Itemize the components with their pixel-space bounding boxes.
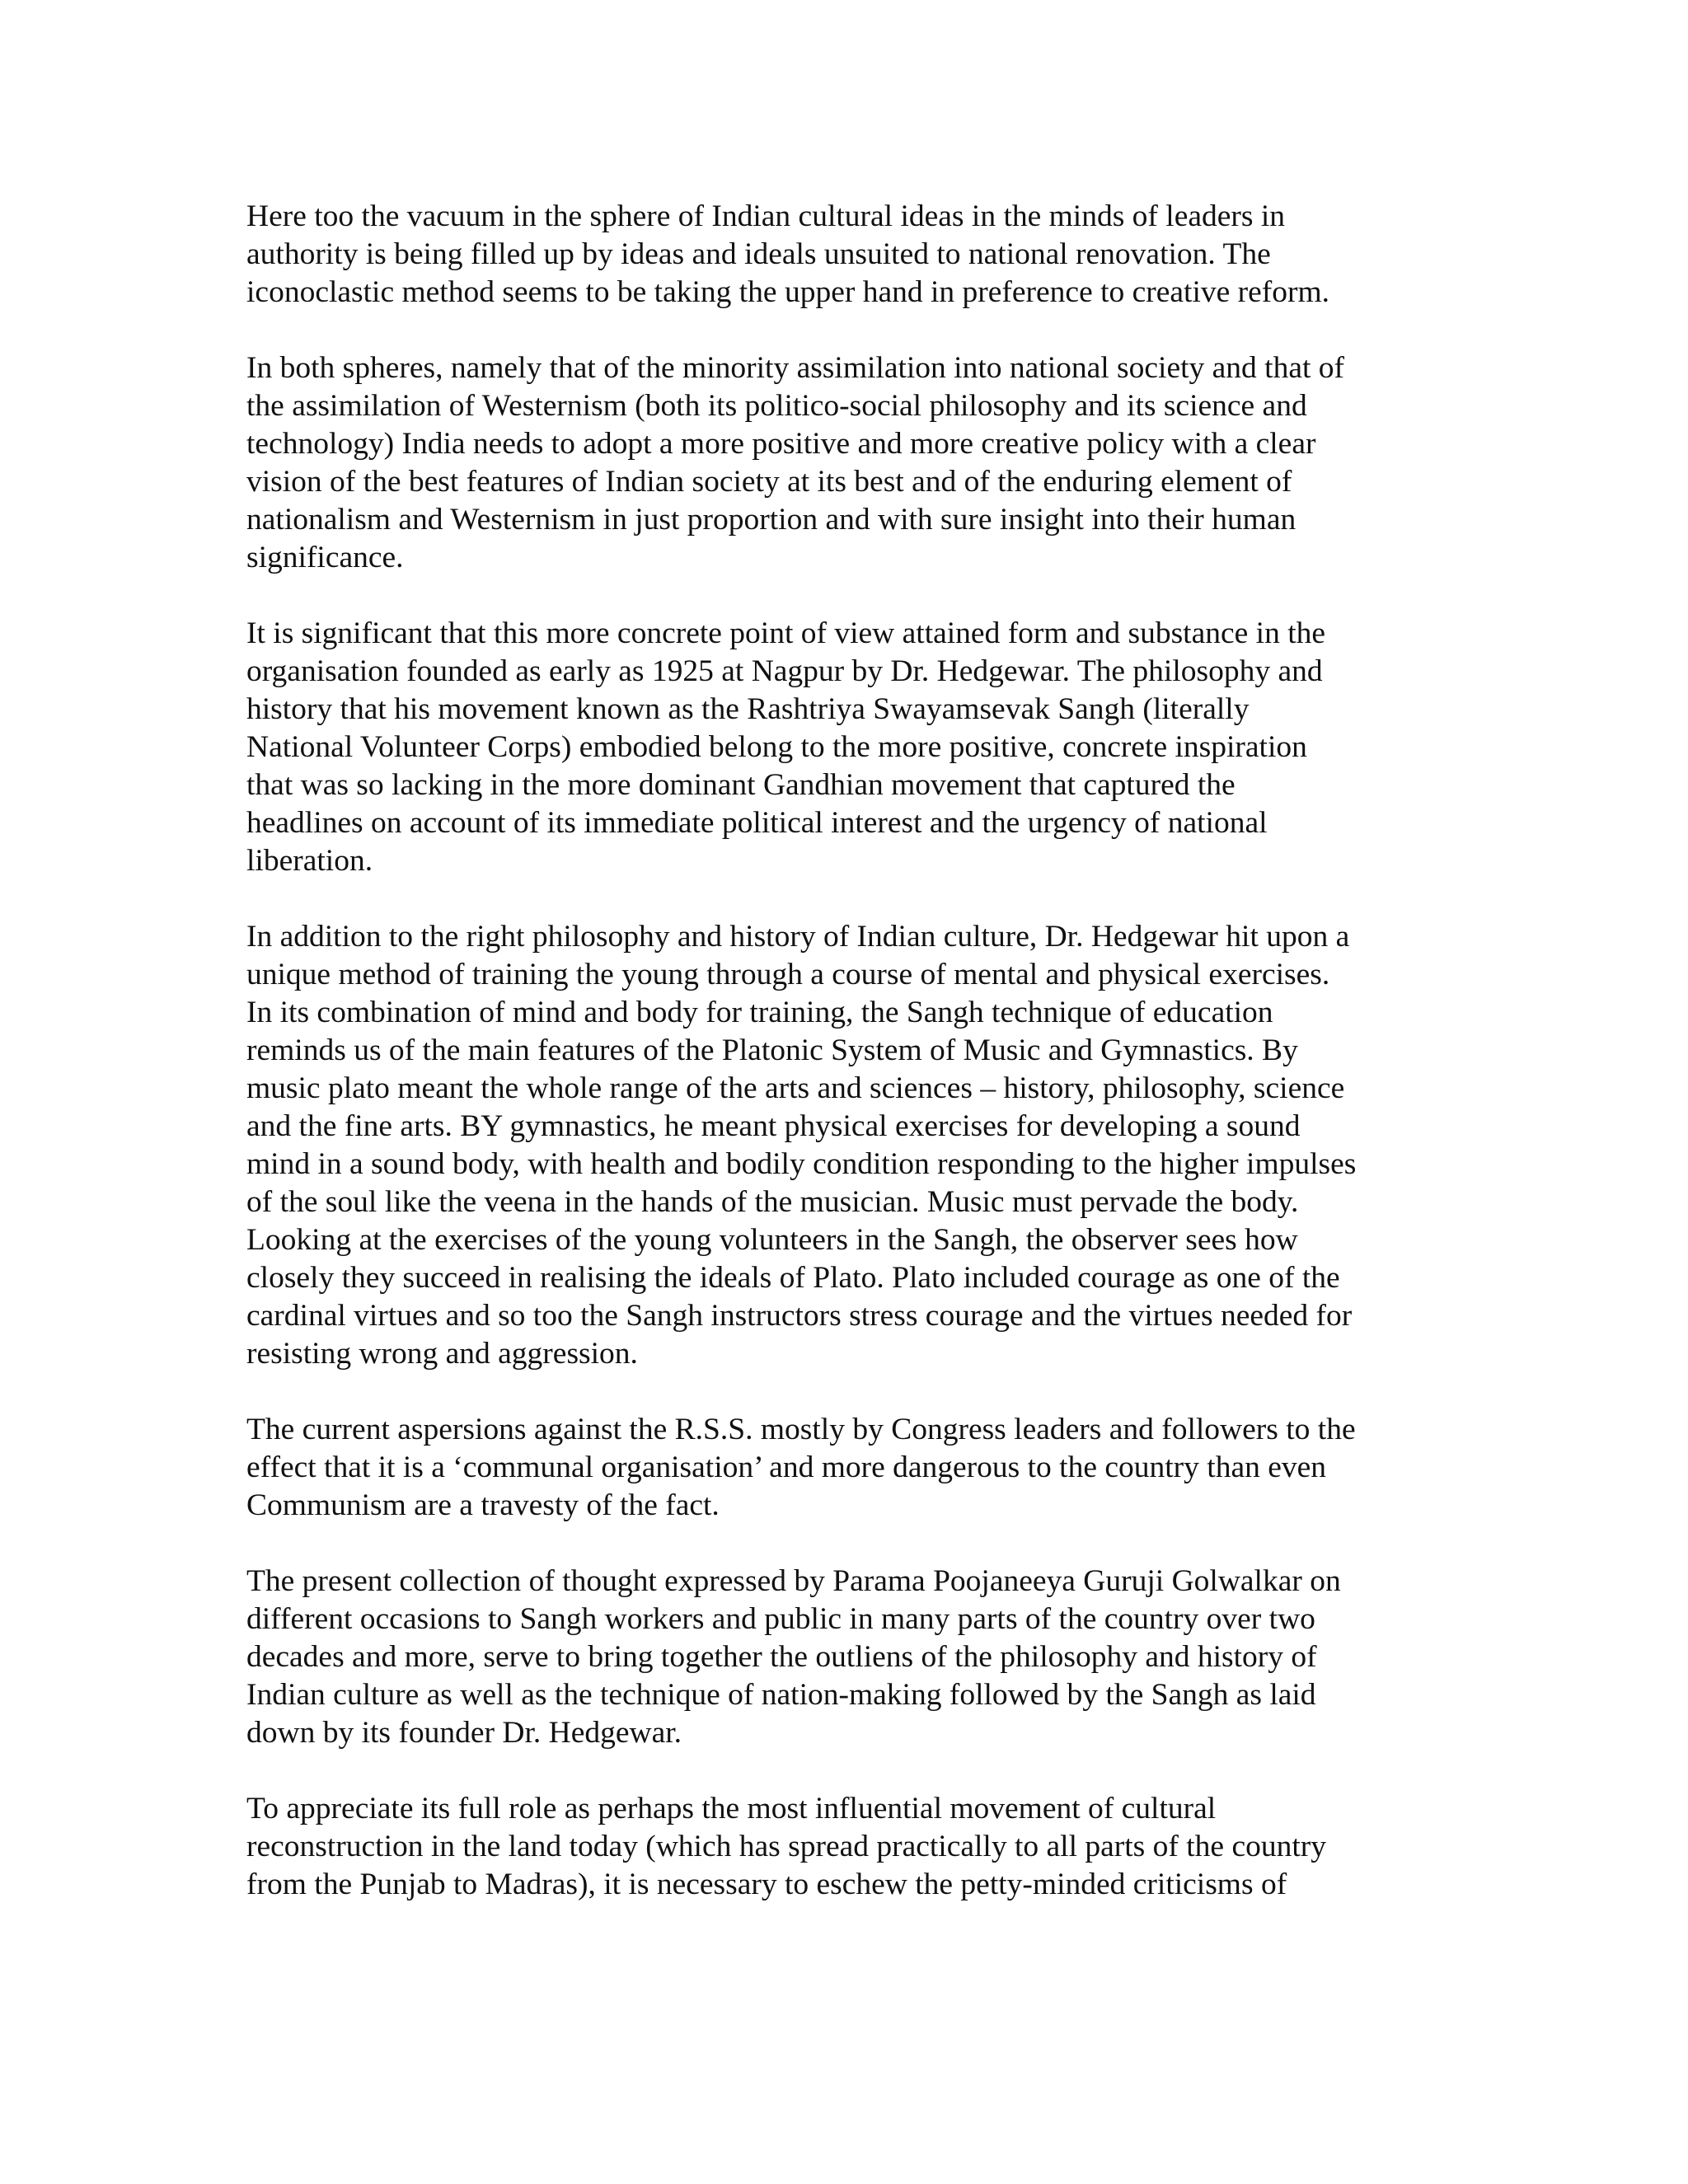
paragraph-5: The current aspersions against the R.S.S. mostly by Congress leaders and followers to the effect that it is a ‘communal organisation’ and more dangerous to the country than even Communism are a travesty of the fact. [246,1413,1356,1522]
paragraph-1: Here too the vacuum in the sphere of Indian cultural ideas in the minds of leaders in authority is being filled up by ideas and ideals unsuited to national renovation. The iconoclastic method seems to be taking the upper hand in preference to creative reform. [246,199,1330,309]
body-text [246,198,1450,1904]
paragraph-7: To appreciate its full role as perhaps the most influential movement of cultural reconstruction in the land today (which has spread practically to all parts of the country from the Punjab to Madras), it is necessary to eschew the petty-minded criticisms of [246,1792,1326,1901]
paragraph-2: In both spheres, namely that of the minority assimilation into national society and that of the assimilation of Westernism (both its politico-social philosophy and its science and technology) India needs to adopt a more positive and more creative policy with a clear vision of the best features of Indian society at its best and of the enduring element of nationalism and Westernism in just proportion and with sure insight into their human significance. [246,351,1345,574]
paragraph-3: It is significant that this more concrete point of view attained form and substance in the organisation founded as early as 1925 at Nagpur by Dr. Hedgewar. The philosophy and history that his movement known as the Rashtriya Swayamsevak Sangh (literally National Volunteer Corps) embodied belong to the more positive, concrete inspiration that was so lacking in the more dominant Gandhian movement that captured the headlines on account of its immediate political interest and the urgency of national liberation. [246,616,1326,878]
paragraph-4: In addition to the right philosophy and history of Indian culture, Dr. Hedgewar hit upon a unique method of training the young through a course of mental and physical exercises. In its combination of mind and body for training, the Sangh technique of education reminds us of the main features of the Platonic System of Music and Gymnastics. By music plato meant the whole range of the arts and sciences – history, philosophy, science and the fine arts. BY gymnastics, he meant physical exercises for developing a sound mind in a sound body, with health and bodily condition responding to the higher impulses of the soul like the veena in the hands of the musician. Music must pervade the body. Looking at the exercises of the young volunteers in the Sangh, the observer sees how closely they succeed in realising the ideals of Plato. Plato included courage as one of the cardinal virtues and so too the Sangh instructors stress courage and the virtues needed for resisting wrong and aggression. [246,920,1357,1371]
paragraph-6: The present collection of thought expressed by Parama Poojaneeya Guruji Golwalkar on different occasions to Sangh workers and public in many parts of the country over two decades and more, serve to bring together the outliens of the philosophy and history of Indian culture as well as the technique of nation-making followed by the Sangh as laid down by its founder Dr. Hedgewar. [246,1564,1341,1750]
